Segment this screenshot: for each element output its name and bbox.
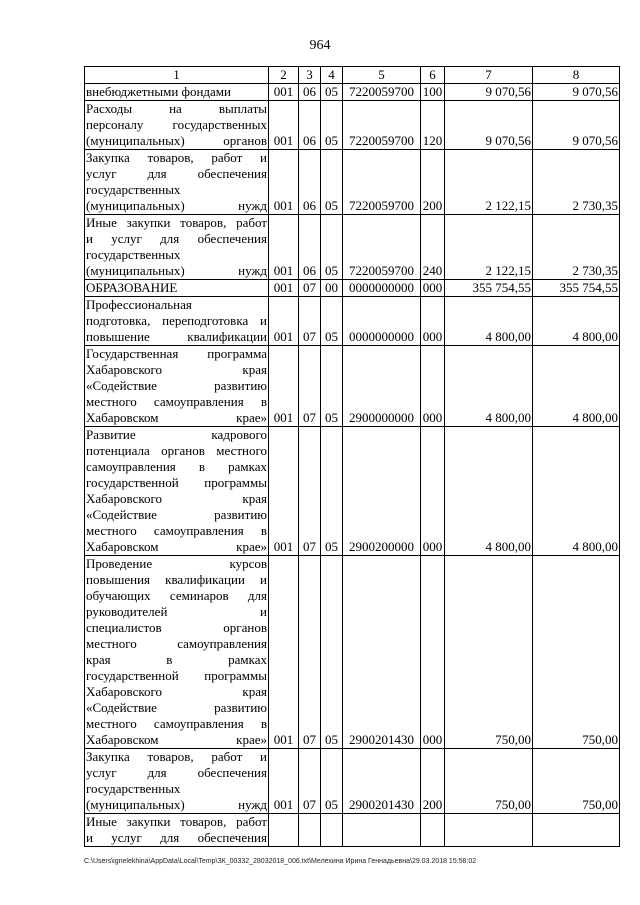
description-line: Иные закупки товаров, работ (86, 814, 267, 829)
table-row (85, 749, 620, 814)
description-line: государственной программы (86, 475, 267, 490)
row-amount-8: 750,00 (533, 749, 620, 814)
row-amount-7: 9 070,56 (445, 84, 533, 101)
description-line: и услуг для обеспечения (86, 830, 267, 845)
description-line: государственной программы (86, 668, 267, 683)
row-code-5: 7220059700 (343, 150, 421, 215)
row-amount-7: 4 800,00 (445, 346, 533, 427)
row-code-4: 05 (321, 346, 343, 427)
row-code-5: 0000000000 (343, 280, 421, 297)
row-code-6: 240 (421, 215, 445, 280)
description-line: услуг для обеспечения (86, 166, 267, 181)
row-amount-8: 9 070,56 (533, 101, 620, 150)
description-line: Закупка товаров, работ и (86, 150, 267, 165)
row-amount-7: 750,00 (445, 749, 533, 814)
row-code-6: 000 (421, 556, 445, 749)
header-col-6: 6 (421, 67, 445, 84)
row-amount-7: 9 070,56 (445, 101, 533, 150)
description-line: специалистов органов (86, 620, 267, 635)
row-code-4: 05 (321, 749, 343, 814)
header-col-1: 1 (85, 67, 269, 84)
description-line: самоуправления в рамках (86, 459, 267, 474)
description-line: повышения квалификации и (86, 572, 267, 587)
row-code-3: 07 (299, 749, 321, 814)
table-row (85, 280, 620, 297)
description-line: подготовка, переподготовка и (86, 313, 267, 328)
description-line: государственных (86, 781, 181, 796)
row-code-6: 200 (421, 749, 445, 814)
page-number: 964 (309, 38, 331, 53)
row-amount-8: 355 754,55 (533, 280, 620, 297)
description-line: Расходы на выплаты (86, 101, 267, 116)
table-row (85, 814, 620, 847)
table-row (85, 101, 620, 150)
description-line: внебюджетными фондами (86, 84, 231, 99)
row-code-3: 06 (299, 101, 321, 150)
row-code-3: 07 (299, 280, 321, 297)
row-code-5: 2900200000 (343, 427, 421, 556)
row-amount-7: 2 122,15 (445, 150, 533, 215)
description-line: (муниципальных) нужд (86, 198, 267, 213)
row-code-2: 001 (269, 556, 299, 749)
header-col-4: 4 (321, 67, 343, 84)
header-col-7: 7 (445, 67, 533, 84)
row-code-3: 06 (299, 150, 321, 215)
description-line: (муниципальных) нужд (86, 263, 267, 278)
description-line: Закупка товаров, работ и (86, 749, 267, 764)
row-code-6: 200 (421, 150, 445, 215)
row-code-6: 000 (421, 297, 445, 346)
row-amount-7: 2 122,15 (445, 215, 533, 280)
description-line: Хабаровского края (86, 491, 267, 506)
description-line: государственных (86, 182, 181, 197)
header-col-5: 5 (343, 67, 421, 84)
row-amount-7: 4 800,00 (445, 297, 533, 346)
table-row (85, 84, 620, 101)
description-line: Проведение курсов (86, 556, 267, 571)
row-code-6: 120 (421, 101, 445, 150)
row-code-4 (321, 814, 343, 847)
row-code-4: 05 (321, 297, 343, 346)
budget-table (84, 66, 620, 847)
row-code-2: 001 (269, 84, 299, 101)
description-line: (муниципальных) органов (86, 133, 267, 148)
table-row (85, 346, 620, 427)
description-line: Хабаровского края (86, 362, 267, 377)
row-amount-7: 750,00 (445, 556, 533, 749)
row-amount-7: 355 754,55 (445, 280, 533, 297)
row-amount-8 (533, 814, 620, 847)
description-line: ОБРАЗОВАНИЕ (86, 280, 178, 295)
row-description (85, 814, 269, 847)
row-code-4: 05 (321, 150, 343, 215)
description-line: повышение квалификации (86, 329, 267, 344)
row-code-4: 05 (321, 84, 343, 101)
row-code-2 (269, 814, 299, 847)
header-row (85, 67, 620, 84)
row-description (85, 150, 269, 215)
row-code-5: 2900201430 (343, 749, 421, 814)
row-code-4: 00 (321, 280, 343, 297)
row-description (85, 749, 269, 814)
description-line: Иные закупки товаров, работ (86, 215, 267, 230)
row-code-2: 001 (269, 749, 299, 814)
description-line: потенциала органов местного (86, 443, 267, 458)
row-code-6: 000 (421, 346, 445, 427)
row-description (85, 101, 269, 150)
description-line: обучающих семинаров для (86, 588, 267, 603)
row-amount-8: 4 800,00 (533, 346, 620, 427)
row-code-2: 001 (269, 346, 299, 427)
description-line: «Содействие развитию (86, 507, 267, 522)
row-code-2: 001 (269, 427, 299, 556)
description-line: (муниципальных) нужд (86, 797, 267, 812)
row-code-4: 05 (321, 101, 343, 150)
description-line: Хабаровском крае» (86, 539, 267, 554)
document-footer-path: C:\Users\ignelekhina\AppData\Local\Temp\ЗК_00332_28032018_006.txt\Мелехина Ирина Геннадьевна\29.03.2018 15:58:02 (84, 858, 477, 865)
row-code-3: 07 (299, 427, 321, 556)
description-line: «Содействие развитию (86, 378, 267, 393)
row-code-6 (421, 814, 445, 847)
row-code-5: 7220059700 (343, 84, 421, 101)
description-line: руководителей и (86, 604, 267, 619)
row-code-5: 2900201430 (343, 556, 421, 749)
row-amount-8: 2 730,35 (533, 215, 620, 280)
description-line: услуг для обеспечения (86, 765, 267, 780)
row-amount-8: 4 800,00 (533, 297, 620, 346)
row-code-3: 06 (299, 215, 321, 280)
description-line: местного самоуправления (86, 636, 267, 651)
row-amount-8: 4 800,00 (533, 427, 620, 556)
row-code-2: 001 (269, 150, 299, 215)
description-line: государственных (86, 247, 181, 262)
row-description (85, 297, 269, 346)
table-row (85, 556, 620, 749)
row-code-6: 100 (421, 84, 445, 101)
row-description (85, 427, 269, 556)
row-code-3: 07 (299, 346, 321, 427)
row-code-5: 7220059700 (343, 101, 421, 150)
description-line: Государственная программа (86, 346, 267, 361)
table-row (85, 427, 620, 556)
description-line: местного самоуправления в (86, 716, 267, 731)
row-code-3: 06 (299, 84, 321, 101)
table-row (85, 215, 620, 280)
row-code-3: 07 (299, 297, 321, 346)
row-code-5: 0000000000 (343, 297, 421, 346)
description-line: Развитие кадрового (86, 427, 267, 442)
header-col-3: 3 (299, 67, 321, 84)
description-line: персоналу государственных (86, 117, 267, 132)
row-code-6: 000 (421, 280, 445, 297)
row-code-2: 001 (269, 297, 299, 346)
description-line: края в рамках (86, 652, 267, 667)
row-code-4: 05 (321, 215, 343, 280)
row-code-5 (343, 814, 421, 847)
description-line: Хабаровского края (86, 684, 267, 699)
description-line: и услуг для обеспечения (86, 231, 267, 246)
row-description (85, 280, 269, 297)
row-code-3 (299, 814, 321, 847)
table-row (85, 150, 620, 215)
description-line: местного самоуправления в (86, 523, 267, 538)
header-col-2: 2 (269, 67, 299, 84)
description-line: местного самоуправления в (86, 394, 267, 409)
header-col-8: 8 (533, 67, 620, 84)
description-line: Хабаровском крае» (86, 410, 267, 425)
row-code-3: 07 (299, 556, 321, 749)
description-line: «Содействие развитию (86, 700, 267, 715)
row-amount-7 (445, 814, 533, 847)
row-description (85, 556, 269, 749)
row-code-2: 001 (269, 280, 299, 297)
description-line: Профессиональная (86, 297, 192, 312)
table-row (85, 297, 620, 346)
row-amount-7: 4 800,00 (445, 427, 533, 556)
row-code-2: 001 (269, 215, 299, 280)
row-code-5: 2900000000 (343, 346, 421, 427)
row-amount-8: 2 730,35 (533, 150, 620, 215)
row-code-2: 001 (269, 101, 299, 150)
row-amount-8: 750,00 (533, 556, 620, 749)
row-code-5: 7220059700 (343, 215, 421, 280)
row-description (85, 84, 269, 101)
description-line: Хабаровском крае» (86, 732, 267, 747)
row-description (85, 346, 269, 427)
row-code-4: 05 (321, 556, 343, 749)
row-code-4: 05 (321, 427, 343, 556)
row-code-6: 000 (421, 427, 445, 556)
row-description (85, 215, 269, 280)
row-amount-8: 9 070,56 (533, 84, 620, 101)
